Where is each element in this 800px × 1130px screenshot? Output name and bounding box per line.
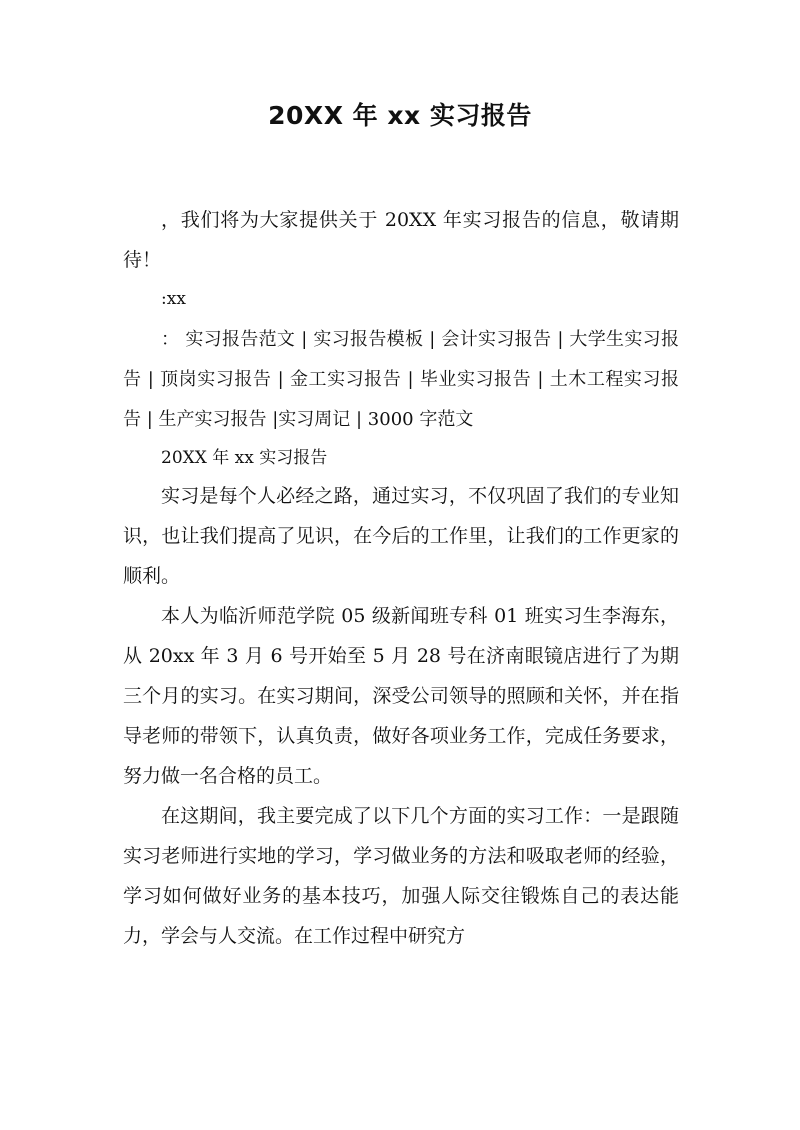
section-heading: 20XX 年 xx 实习报告: [161, 448, 328, 468]
related-links-paragraph: ： 实习报告范文 | 实习报告模板 | 会计实习报告 | 大学生实习报告 | 顶岗实习报告 | 金工实习报告 | 毕业实习报告 | 土木工程实习报告 | 生产实习报告 |实习周记 | 3000 字范文: [123, 329, 679, 430]
document-body: [123, 200, 679, 956]
body-paragraph-1: 实习是每个人必经之路，通过实习，不仅巩固了我们的专业知识，也让我们提高了见识，在今后的工作里，让我们的工作更家的顺利。: [123, 485, 679, 587]
author-line: :xx: [161, 289, 186, 309]
body-paragraph-3: 在这期间，我主要完成了以下几个方面的实习工作：一是跟随实习老师进行实地的学习，学习做业务的方法和吸取老师的经验，学习如何做好业务的基本技巧，加强人际交往锻炼自己的表达能力，学会与人交流。在工作过程中研究方: [123, 805, 679, 947]
body-paragraph-2: 本人为临沂师范学院 05 级新闻班专科 01 班实习生李海东，从 20xx 年 3 月 6 号开始至 5 月 28 号在济南眼镜店进行了为期三个月的实习。在实习期间，深受公司领导的照顾和关怀，并在指导老师的带领下，认真负责，做好各项业务工作，完成任务要求，努力做一名合格的员工。: [123, 605, 679, 787]
intro-paragraph: ，我们将为大家提供关于 20XX 年实习报告的信息，敬请期待！: [123, 209, 679, 271]
document-title: 20XX 年 xx 实习报告: [268, 101, 532, 130]
